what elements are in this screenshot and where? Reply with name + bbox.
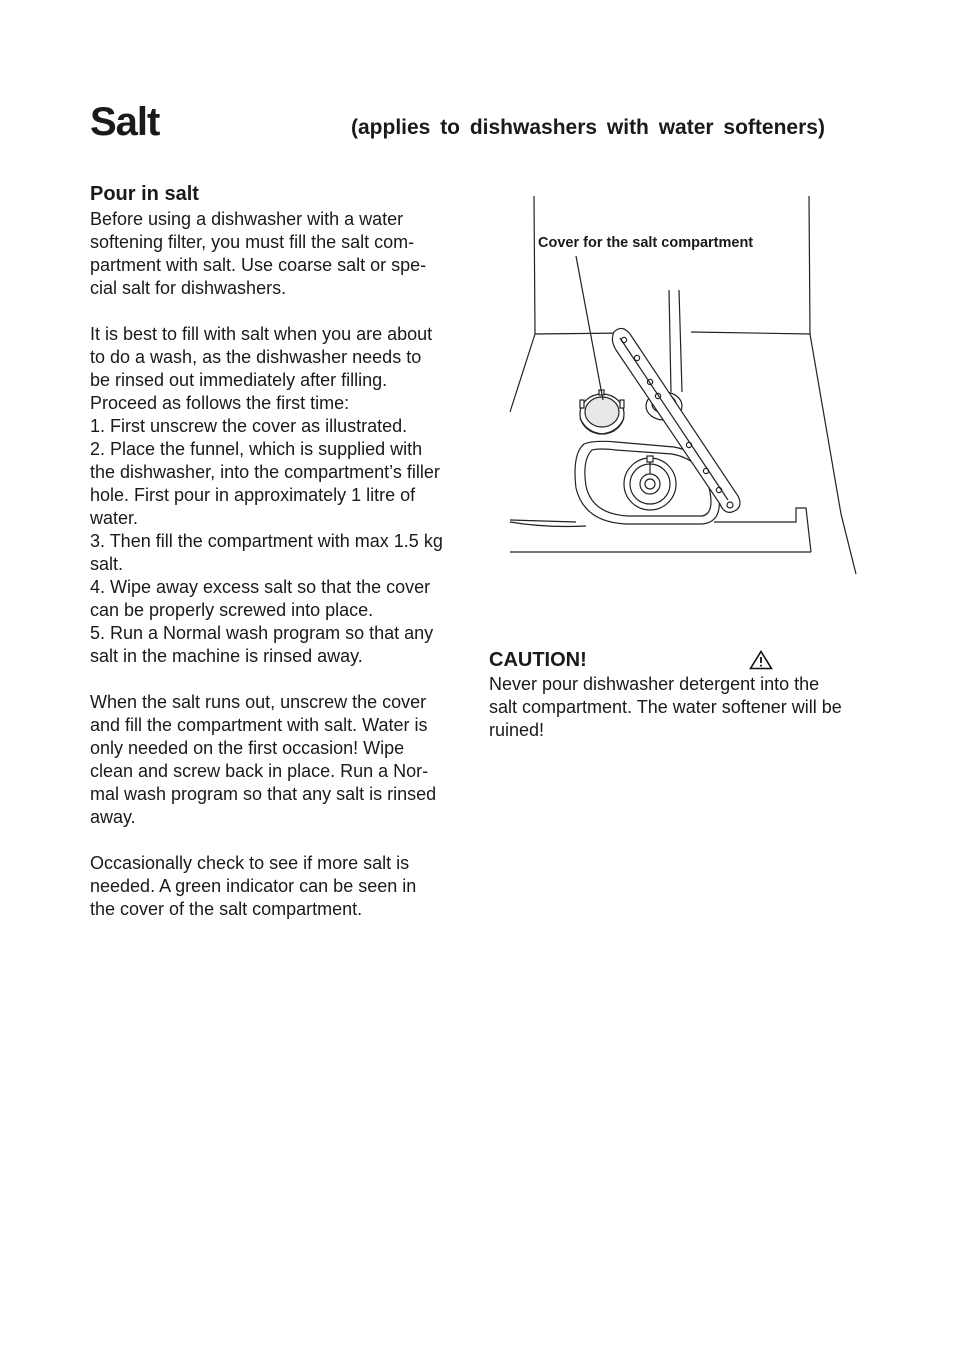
text-line: When the salt runs out, unscrew the cover — [90, 692, 427, 712]
text-line: salt compartment. The water softener will be — [489, 697, 842, 717]
caution-heading: CAUTION! — [489, 649, 587, 671]
text-line: cial salt for dishwashers. — [90, 278, 287, 298]
figure-caption: Cover for the salt compartment — [538, 235, 754, 251]
text-line: and fill the compartment with salt. Water is — [90, 715, 428, 735]
intro-paragraph — [90, 208, 470, 300]
text-line: needed. A green indicator can be seen in — [90, 876, 417, 896]
text-line: to do a wash, as the dishwasher needs to — [90, 347, 422, 367]
text-line: 1. First unscrew the cover as illustrated. — [90, 416, 408, 436]
page-subtitle: (applies to dishwashers with water softeners) — [351, 116, 825, 139]
text-line: Proceed as follows the first time: — [90, 393, 350, 413]
text-line: away. — [90, 807, 136, 827]
text-line: salt. — [90, 554, 124, 574]
text-line: only needed on the first occasion! Wipe — [90, 738, 405, 758]
text-line: can be properly screwed into place. — [90, 600, 374, 620]
warning-triangle-icon — [749, 650, 773, 670]
text-line: clean and screw back in place. Run a Nor- — [90, 761, 429, 781]
caution-box — [489, 647, 869, 742]
text-line: ruined! — [489, 720, 545, 740]
text-line: 3. Then fill the compartment with max 1.5 kg — [90, 531, 443, 551]
text-line: the cover of the salt compartment. — [90, 899, 363, 919]
refill-paragraph — [90, 691, 470, 829]
section-heading: Pour in salt — [90, 183, 199, 205]
caution-text — [489, 673, 869, 742]
text-line: hole. First pour in approximately 1 litre of — [90, 485, 416, 505]
check-paragraph — [90, 852, 470, 921]
text-line: softening filter, you must fill the salt com- — [90, 232, 415, 252]
text-line: mal wash program so that any salt is rinsed — [90, 784, 437, 804]
page-title: Salt — [90, 100, 160, 144]
procedure-paragraph — [90, 323, 470, 668]
text-line: It is best to fill with salt when you are about — [90, 324, 433, 344]
pour-in-salt-section — [90, 182, 470, 921]
text-line: Occasionally check to see if more salt is — [90, 853, 410, 873]
text-line: water. — [90, 508, 139, 528]
text-line: partment with salt. Use coarse salt or spe- — [90, 255, 427, 275]
text-line: salt in the machine is rinsed away. — [90, 646, 363, 666]
text-line: 5. Run a Normal wash program so that any — [90, 623, 434, 643]
text-line: Before using a dishwasher with a water — [90, 209, 404, 229]
text-line: Never pour dishwasher detergent into the — [489, 674, 820, 694]
text-line: 2. Place the funnel, which is supplied with — [90, 439, 423, 459]
text-line: the dishwasher, into the compartment’s filler — [90, 462, 440, 482]
text-line: be rinsed out immediately after filling. — [90, 370, 388, 390]
text-line: 4. Wipe away excess salt so that the cover — [90, 577, 431, 597]
